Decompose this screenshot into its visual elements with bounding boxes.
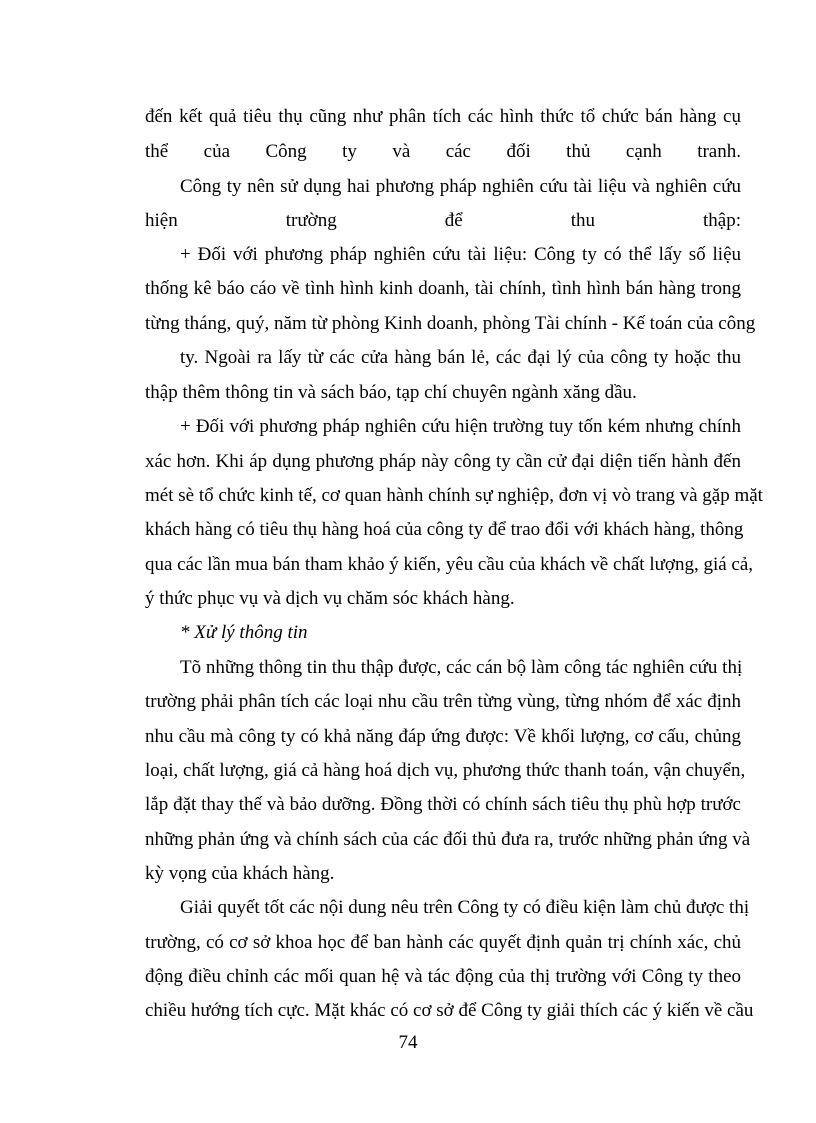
body-line: thể của Công ty và các đối thủ cạnh tranh. — [145, 141, 741, 162]
body-line: Công ty nên sử dụng hai phương pháp nghiên cứu tài liệu và nghiên cứu — [180, 176, 741, 197]
body-line: hiện trường để thu thập: — [145, 210, 741, 231]
body-line: trường, có cơ sở khoa học để ban hành các quyết định quản trị chính xác, chủ — [145, 932, 741, 953]
body-line: + Đối với phương pháp nghiên cứu tài liệu: Công ty có thể lấy số liệu — [180, 244, 741, 265]
body-line: khách hàng có tiêu thụ hàng hoá của công ty để trao đổi với khách hàng, thông — [145, 519, 744, 540]
page-number: 74 — [398, 1032, 418, 1053]
body-line: trường phải phân tích các loại nhu cầu trên từng vùng, từng nhóm để xác định — [145, 691, 741, 712]
body-line: + Đối với phương pháp nghiên cứu hiện trường tuy tốn kém nhưng chính — [180, 416, 741, 437]
body-line: ý thức phục vụ và dịch vụ chăm sóc khách hàng. — [145, 588, 515, 609]
body-line: lắp đặt thay thế và bảo dưỡng. Đồng thời có chính sách tiêu thụ phù hợp trước — [145, 794, 741, 815]
body-line: động điều chỉnh các mối quan hệ và tác động của thị trường với Công ty theo — [145, 966, 741, 987]
body-line: nhu cầu mà công ty có khả năng đáp ứng được: Về khối lượng, cơ cấu, chủng — [145, 726, 741, 747]
body-line: qua các lần mua bán tham khảo ý kiến, yêu cầu của khách về chất lượng, giá cả, — [145, 554, 754, 575]
body-line: ty. Ngoài ra lấy từ các cửa hàng bán lẻ, các đại lý của công ty hoặc thu — [180, 347, 741, 368]
body-line: Giải quyết tốt các nội dung nêu trên Công ty có điều kiện làm chủ được thị — [180, 897, 750, 918]
section-heading: * Xử lý thông tin — [180, 622, 308, 643]
body-line: thập thêm thông tin và sách báo, tạp chí chuyên ngành xăng dầu. — [145, 382, 637, 403]
body-line: mét sè tổ chức kinh tế, cơ quan hành chính sự nghiệp, đơn vị vò trang và gặp mặt — [145, 485, 763, 506]
body-line: đến kết quả tiêu thụ cũng như phân tích các hình thức tổ chức bán hàng cụ — [145, 106, 741, 127]
body-line: từng tháng, quý, năm từ phòng Kinh doanh, phòng Tài chính - Kế toán của công — [145, 313, 756, 334]
body-line: những phản ứng và chính sách của các đối thủ đưa ra, trước những phản ứng và — [145, 829, 751, 850]
body-line: xác hơn. Khi áp dụng phương pháp này công ty cần cử đại diện tiến hành đến — [145, 451, 741, 472]
body-line: Tõ những thông tin thu thập được, các cán bộ làm công tác nghiên cứu thị — [180, 657, 743, 678]
body-line: kỳ vọng của khách hàng. — [145, 863, 335, 884]
body-line: loại, chất lượng, giá cả hàng hoá dịch vụ, phương thức thanh toán, vận chuyển, — [145, 760, 746, 781]
body-line: chiều hướng tích cực. Mặt khác có cơ sở để Công ty giải thích các ý kiến về cầu — [145, 1000, 754, 1021]
body-line: thống kê báo cáo về tình hình kinh doanh, tài chính, tình hình bán hàng trong — [145, 278, 741, 299]
